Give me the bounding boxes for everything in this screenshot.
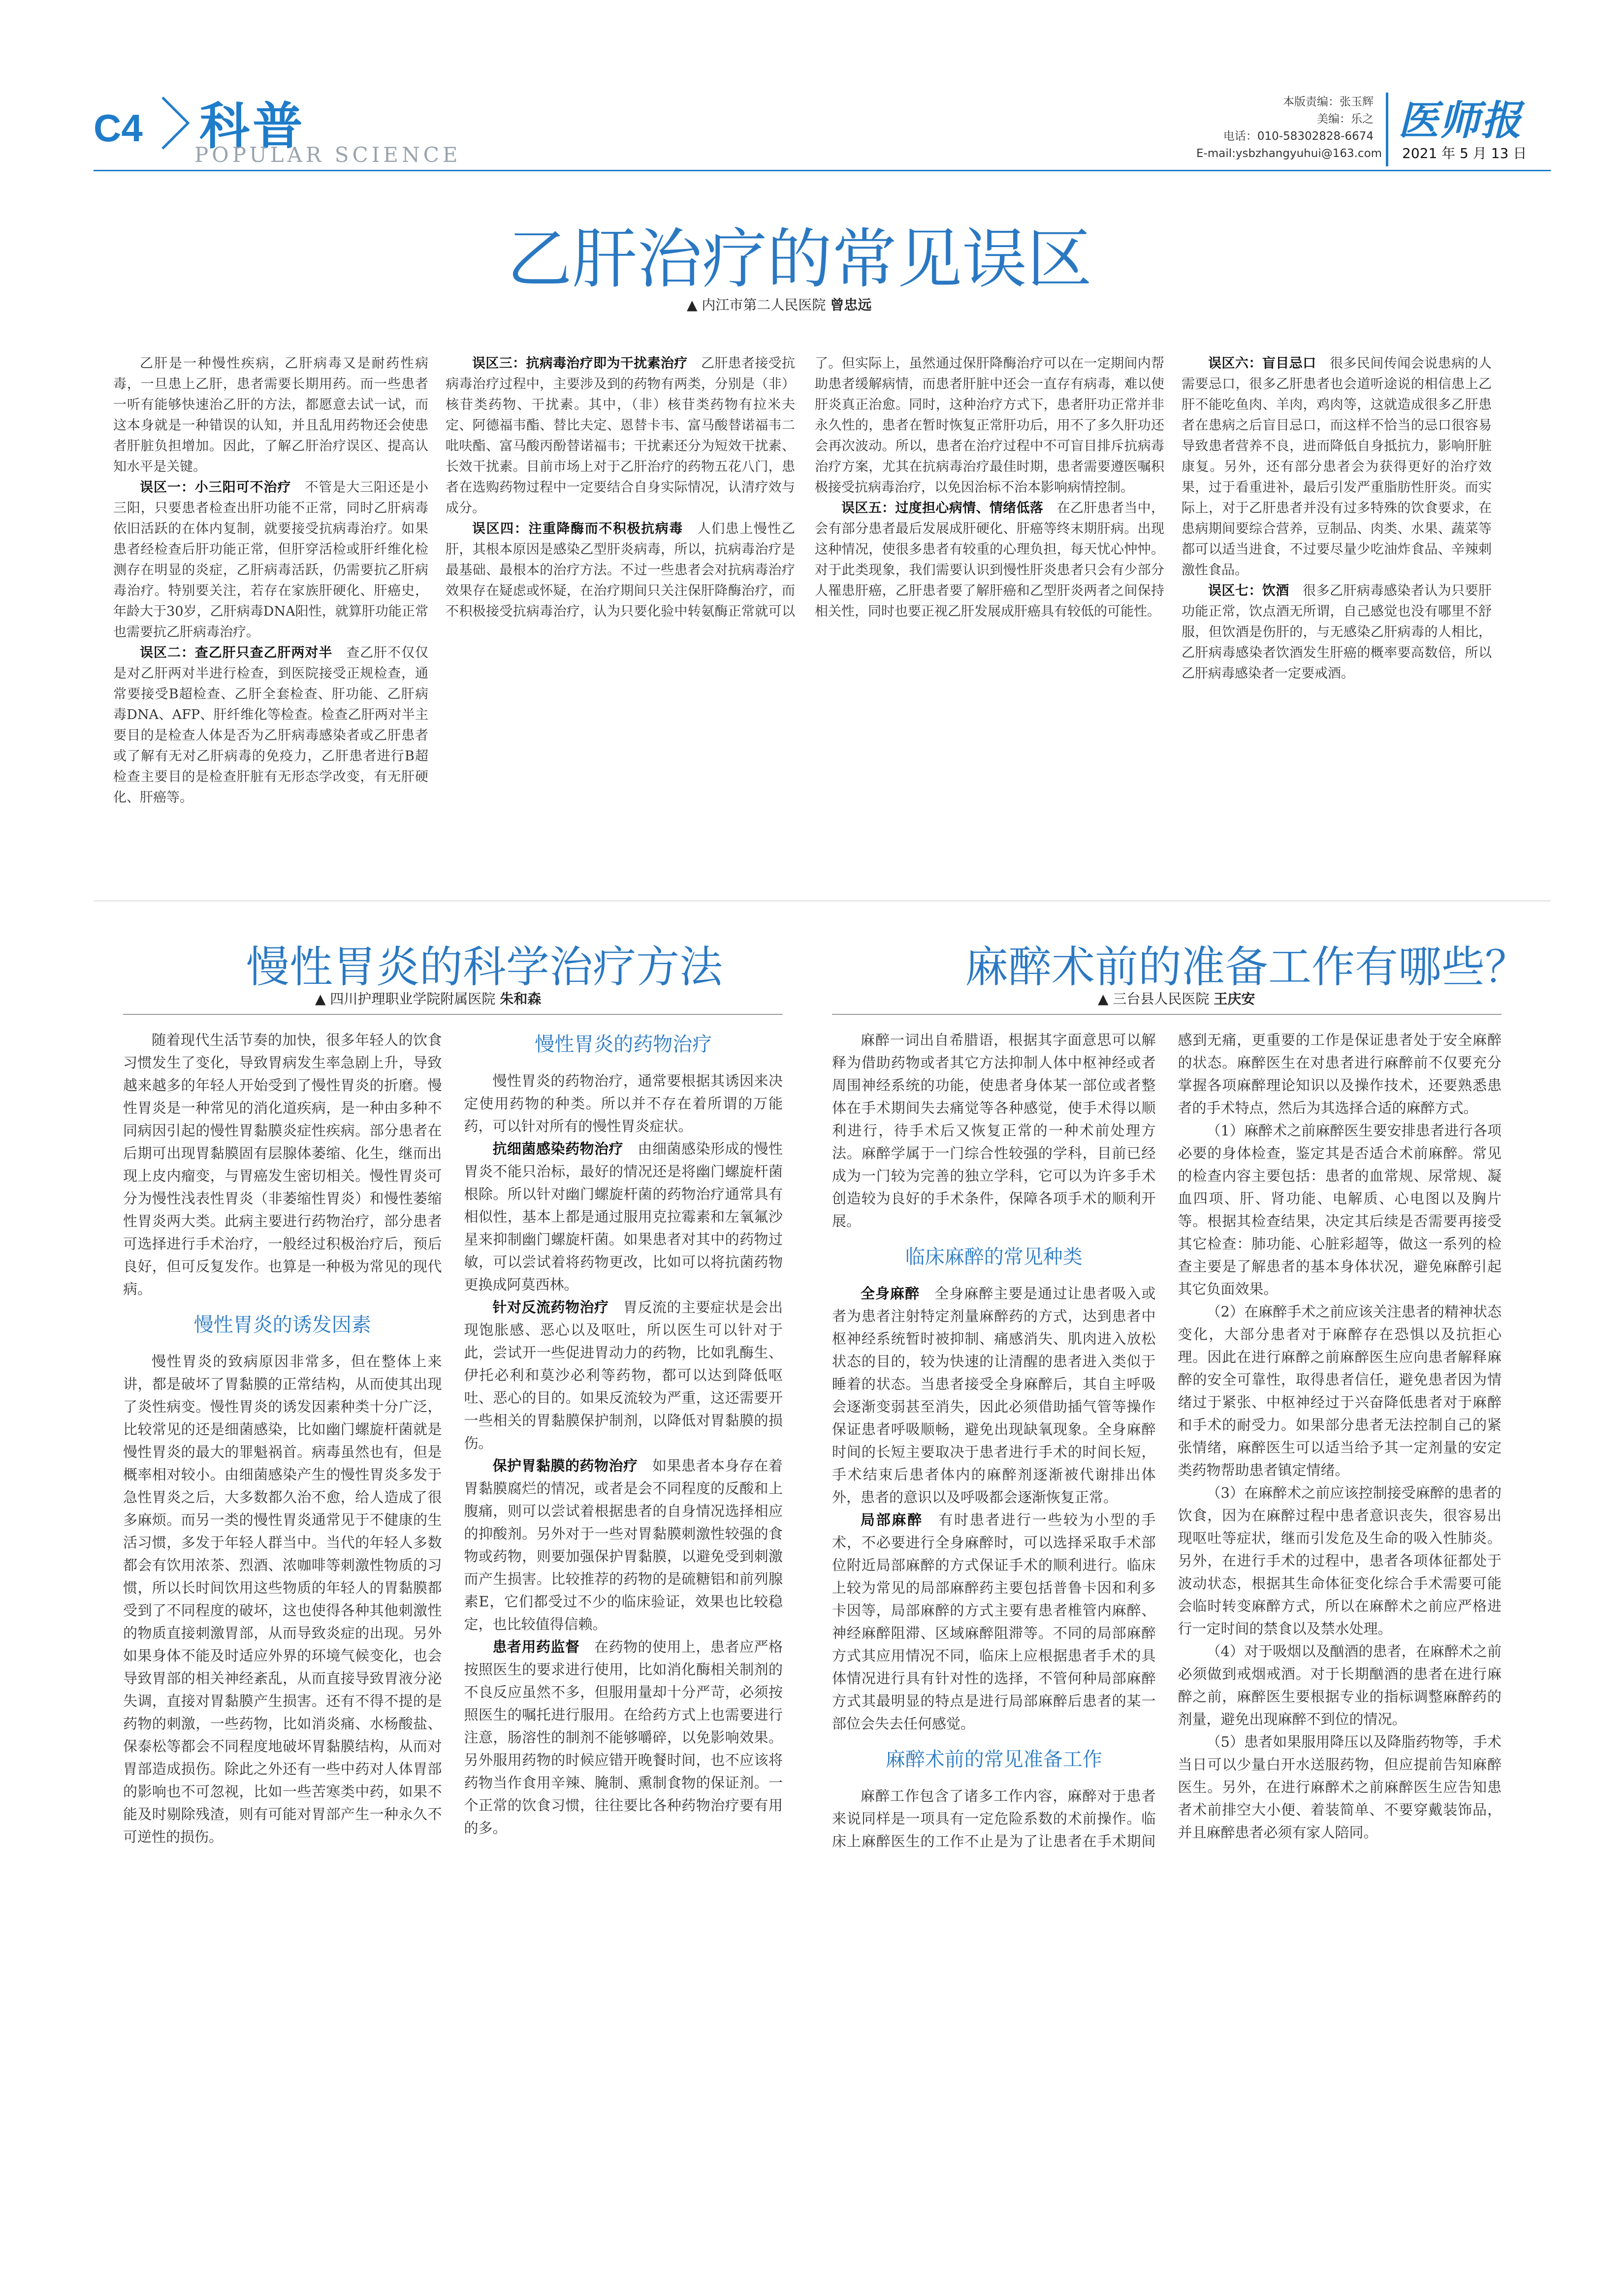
- article2-subhead-drugs: 慢性胃炎的药物治疗: [535, 1033, 712, 1056]
- credit-designer: 美编：乐之: [1317, 113, 1374, 126]
- prep-step-3: （3）在麻醉术之前应该控制接受麻醉的患者的饮食，因为在麻醉过程中患者意识丧失，很容易出现呕吐等症状，继而引发危及生命的吸入性肺炎。另外，在进行手术的过程中，患者各项体征都处于波动状态，根据其生命体征变化综合手术需要可能会临时转变麻醉方式，所以在麻醉术之前应严格进行一定时间的禁食以及禁水处理。: [1178, 1484, 1502, 1637]
- editor-credits: [1196, 94, 1382, 162]
- myth7-heading: 误区七：饮酒: [1208, 583, 1289, 598]
- publication-date: 2021 年 5 月 13 日: [1402, 145, 1527, 161]
- article2-author-name: 朱和森: [500, 991, 542, 1007]
- myth5-heading: 误区五：过度担心病情、情绪低落: [841, 501, 1044, 516]
- article3-rule: [832, 1014, 1502, 1015]
- article1-byline: [687, 294, 871, 314]
- article3-prep-intro: 麻醉工作包含了诸多工作内容，麻醉对于患者来说同样是一项具有一定危险系数的术前操作。临床上麻醉医生的工作不止是为了让患者在手术期间感到无痛，更重要的工作是保证患者处于安全麻醉的状态。麻醉医生在对患者进行麻醉前不仅要充分掌握各项麻醉理论知识以及操作技术，还要熟悉患者的手术特点，然后为其选择合适的麻醉方式。: [832, 1032, 1502, 1850]
- myth4-heading: 误区四：注重降酶而不积极抗病毒: [472, 521, 683, 536]
- myth1-heading: 误区一：小三阳可不治疗: [140, 480, 291, 495]
- header-divider: [1386, 93, 1388, 166]
- myth3-heading: 误区三：抗病毒治疗即为干扰素治疗: [472, 356, 688, 371]
- local-anesthesia-heading: 局部麻醉: [861, 1511, 923, 1528]
- myth5-body: 在乙肝患者当中，会有部分患者最后发展成肝硬化、肝癌等终末期肝病。出现这种情况，使很多患者有较重的心理负担，每天忧心忡忡。对于此类现象，我们需要认识到慢性肝炎患者只会有少部分人罹患肝癌，乙肝患者要了解肝癌和乙型肝炎两者之间保持相关性，同时也要正视乙肝发展成肝癌具有较低的可能性。: [815, 501, 1165, 619]
- article3-author-name: 王庆安: [1214, 991, 1255, 1007]
- general-anesthesia-heading: 全身麻醉: [861, 1285, 920, 1302]
- section-subtitle: POPULAR SCIENCE: [194, 143, 461, 167]
- myth4-body: 人们患上慢性乙肝，其根本原因是感染乙型肝炎病毒，所以，抗病毒治疗是最基础、最根本的治疗方法。不过一些患者会对抗病毒治疗效果存在疑虑或怀疑，在治疗期间只关注保肝降酶治疗，而不积极接受抗病毒治疗，认为只要化验中转氨酶正常就可以了。但实际上，虽然通过保肝降酶治疗可以在一定期间内帮助患者缓解病情，而患者肝脏中还会一直存有病毒，难以使肝炎真正治愈。同时，这种治疗方式下，患者肝功正常并非永久性的，患者在暂时恢复正常肝功后，用不了多久肝功还会再次波动。所以，患者在治疗过程中不可盲目排斥抗病毒治疗方案，尤其在抗病毒治疗最佳时期，患者需要遵医嘱积极接受抗病毒治疗，以免因治标不治本影响病情控制。: [446, 356, 1164, 619]
- credit-email: E-mail:ysbzhangyuhui@163.com: [1196, 147, 1382, 160]
- article3-intro: 麻醉一词出自希腊语，根据其字面意思可以解释为借助药物或者其它方法抑制人体中枢神经或者周围神经系统的功能，使患者身体某一部位或者整体在手术期间失去痛觉等各种感觉，使手术得以顺利进行，待手术后又恢复正常的一种术前处理方法。麻醉学属于一门综合性较强的学科，目前已经成为一门较为完善的独立学科，它可以为许多手术创造较为良好的手术条件，保障各项手术的顺利开展。: [832, 1032, 1156, 1229]
- prep-step-4: （4）对于吸烟以及酗酒的患者，在麻醉术之前必须做到戒烟戒酒。对于长期酗酒的患者在进行麻醉之前，麻醉医生要根据专业的指标调整麻醉药的剂量，避免出现麻醉不到位的情况。: [1178, 1643, 1502, 1728]
- myth3-body: 乙肝患者接受抗病毒治疗过程中，主要涉及到的药物有两类，分别是（非）核苷类药物、干扰素。其中，（非）核苷类药物有拉米夫定、阿德福韦酯、替比夫定、恩替卡韦、富马酸替诺福韦二吡呋酯、富马酸丙酚替诺福韦；干扰素还分为短效干扰素、长效干扰素。目前市场上对于乙肝治疗的药物五花八门，患者在选购药物过程中一定要结合自身实际情况，认清疗效与成分。: [446, 356, 796, 516]
- article3-byline: [1098, 988, 1255, 1008]
- myth1-body: 不管是大三阳还是小三阳，只要患者检查出肝功能不正常，同时乙肝病毒依旧活跃的在体内复制，就要接受抗病毒治疗。如果患者经检查后肝功能正常，但肝穿活检或肝纤维化检测存在明显的炎症，乙肝病毒活跃，仍需要抗乙肝病毒治疗。特别要关注，若存在家族肝硬化、肝癌史，年龄大于30岁，乙肝病毒DNA阳性，就算肝功能正常也需要抗乙肝病毒治疗。: [113, 480, 429, 640]
- credit-phone: 电话：010-58302828-6674: [1223, 130, 1374, 143]
- section-title: 科普: [199, 97, 306, 156]
- credit-editor: 本版责编：张玉辉: [1283, 95, 1374, 108]
- article1-author-org: ▲ 内江市第二人民医院: [687, 297, 826, 313]
- drug1-heading: 抗细菌感染药物治疗: [492, 1140, 623, 1157]
- article2-title: 慢性胃炎的科学治疗方法: [246, 942, 723, 992]
- article3-subhead-types: 临床麻醉的常见种类: [905, 1246, 1083, 1268]
- myth6-body: 很多民间传闻会说患病的人需要忌口，很多乙肝患者也会道听途说的相信患上乙肝不能吃鱼肉、羊肉，鸡肉等，这就造成很多乙肝患者在患病之后盲目忌口，而这样不恰当的忌口很容易导致患者营养不良，进而降低自身抵抗力，影响肝脏康复。另外，还有部分患者会为获得更好的治疗效果，过于看重进补，最后引发严重脂肪性肝炎。而实际上，对于乙肝患者并没有过多特殊的饮食要求，在患病期间要综合营养，豆制品、肉类、水果、蔬菜等都可以适当进食，不过要尽量少吃油炸食品、辛辣刺激性食品。: [1182, 356, 1492, 578]
- article1-intro: 乙肝是一种慢性疾病，乙肝病毒又是耐药性病毒，一旦患上乙肝，患者需要长期用药。而一些患者一听有能够快速治乙肝的方法，都愿意去试一试，而这本身就是一种错误的认知，并且乱用药物还会使患者肝脏负担增加。因此，了解乙肝治疗误区、提高认知水平是关键。: [113, 356, 428, 474]
- drug3-heading: 保护胃黏膜的药物治疗: [492, 1457, 638, 1474]
- article1-author-name: 曾忠远: [830, 297, 872, 313]
- newspaper-logo: 医师报: [1398, 97, 1522, 144]
- article3-subhead-prep: 麻醉术前的常见准备工作: [885, 1748, 1102, 1771]
- article2-rule: [123, 1014, 783, 1015]
- drug4-body: 在药物的使用上，患者应严格按照医生的要求进行使用，比如消化酶相关制剂的不良反应虽然不多，但服用量却十分严苛，必须按照医生的嘱托进行服用。在给药方式上也需要进行注意，肠溶性的制剂不能够嚼碎，以免影响效果。另外服用药物的时候应错开晚餐时间，也不应该将药物当作食用辛辣、腌制、熏制食物的保证剂。一个正常的饮食习惯，往往要比各种药物治疗要有用的多。: [464, 1638, 783, 1836]
- article1-title: 乙肝治疗的常见误区: [507, 221, 1092, 297]
- article2-drugs-intro: 慢性胃炎的药物治疗，通常要根据其诱因来决定使用药物的种类。所以并不存在着所谓的万能药，可以针对所有的慢性胃炎症状。: [464, 1072, 783, 1134]
- local-anesthesia-body: 有时患者进行一些较为小型的手术，不必要进行全身麻醉时，可以选择采取手术部位附近局部麻醉的方式保证手术的顺利进行。临床上较为常见的局部麻醉药主要包括普鲁卡因和利多卡因等，局部麻醉的方式主要有患者椎管内麻醉、神经麻醉阻滞、区域麻醉阻滞等。不同的局部麻醉方式其应用情况不同，临床上应根据患者手术的具体情况进行具有针对性的选择，不管何种局部麻醉方式其最明显的特点是进行局部麻醉后患者的某一部位会失去任何感觉。: [832, 1511, 1156, 1732]
- drug2-body: 胃反流的主要症状是会出现饱胀感、恶心以及呕吐，所以医生可以针对于此，尝试开一些促进胃动力的药物，比如乳酶生、伊托必利和莫沙必利等药物，都可以达到降低呕吐、恶心的目的。如果反流较为严重，这还需要开一些相关的胃黏膜保护制剂，以降低对胃黏膜的损伤。: [464, 1299, 783, 1451]
- chevron-right-icon: [159, 94, 193, 153]
- article2-subhead-causes: 慢性胃炎的诱发因素: [193, 1314, 371, 1336]
- article2-body: [123, 1029, 783, 2259]
- article1-column-1: [113, 353, 428, 808]
- drug1-body: 由细菌感染形成的慢性胃炎不能只治标，最好的情况还是将幽门螺旋杆菌根除。所以针对幽门螺旋杆菌的药物治疗通常具有相似性，基本上都是通过服用克拉霉素和左氧氟沙星来抑制幽门螺旋杆菌。如果患者对其中的药物过敏，可以尝试着将药物更改，比如可以将抗菌药物更换成阿莫西林。: [464, 1140, 783, 1293]
- prep-step-2: （2）在麻醉手术之前应该关注患者的精神状态变化，大部分患者对于麻醉存在恐惧以及抗拒心理。因此在进行麻醉之前麻醉医生应向患者解释麻醉的安全可靠性，取得患者信任，避免患者因为情绪过于紧张、中枢神经过于兴奋降低患者对于麻醉和手术的耐受力。如果部分患者无法控制自己的紧张情绪，麻醉医生可以适当给予其一定剂量的安定类药物帮助患者镇定情绪。: [1178, 1303, 1502, 1478]
- myth2-heading: 误区二：查乙肝只查乙肝两对半: [140, 645, 333, 660]
- general-anesthesia-body: 全身麻醉主要是通过让患者吸入或者为患者注射特定剂量麻醉药的方式，达到患者中枢神经系统暂时被抑制、痛感消失、肌肉进入放松状态的目的，较为快速的让清醒的患者进入类似于睡着的状态。当患者接受全身麻醉后，其自主呼吸会逐渐变弱甚至消失，因此必须借助插气管等操作保证患者呼吸顺畅，避免出现缺氧现象。全身麻醉时间的长短主要取决于患者进行手术的时间长短，手术结束后患者体内的麻醉剂逐渐被代谢排出体外，患者的意识以及呼吸都会逐渐恢复正常。: [832, 1285, 1156, 1506]
- article2-causes: 慢性胃炎的致病原因非常多，但在整体上来讲，都是破坏了胃黏膜的正常结构，从而使其出现了炎性病变。慢性胃炎的诱发因素种类十分广泛，比较常见的还是细菌感染，比如幽门螺旋杆菌就是慢性胃炎的最大的罪魁祸首。病毒虽然也有，但是概率相对较小。由细菌感染产生的慢性胃炎多发于急性胃炎之后，大多数都久治不愈，给人造成了很多麻烦。而另一类的慢性胃炎通常见于不健康的生活习惯，多发于年轻人群当中。当代的年轻人多数都会有饮用浓茶、烈酒、浓咖啡等刺激性物质的习惯，所以长时间饮用这些物质的年轻人的胃黏膜都受到了不同程度的破坏，这也使得各种其他刺激性的物质直接刺激胃部，从而导致炎症的出现。另外如果身体不能及时适应外界的环境气候变化，也会导致胃部的相关神经紊乱，从而直接导致胃液分泌失调，直接对胃黏膜产生损害。还有不得不提的是药物的刺激，一些药物，比如消炎痛、水杨酸盐、保泰松等都会不同程度地破坏胃黏膜结构，从而对胃部造成损伤。除此之外还有一些中药对人体胃部的影响也不可忽视，比如一些苦寒类中药，如果不能及时剔除残渣，则有可能对胃部产生一种永久不可逆性的损伤。: [123, 1353, 442, 1845]
- prep-step-1: （1）麻醉术之前麻醉医生要安排患者进行各项必要的身体检查，鉴定其是否适合术前麻醉。常见的检查内容主要包括：患者的血常规、尿常规、凝血四项、肝、肾功能、电解质、心电图以及胸片等。根据其检查结果，决定其后续是否需要再接受其它检查：肺功能、心脏彩超等，做这一系列的检查主要是了解患者的基本身体状况，避免麻醉引起其它负面效果。: [1178, 1122, 1502, 1297]
- article1-columns-2-3: [446, 353, 1164, 875]
- prep-step-5: （5）患者如果服用降压以及降脂药物等，手术当日可以少量白开水送服药物，但应提前告知麻醉医生。另外，在进行麻醉术之前麻醉医生应告知患者术前排空大小便、着装简单、不要穿戴装饰品，并且麻醉患者必须有家人陪同。: [1178, 1733, 1502, 1841]
- article2-intro: 随着现代生活节奏的加快，很多年轻人的饮食习惯发生了变化，导致胃病发生率急剧上升，导致越来越多的年轻人开始受到了慢性胃炎的折磨。慢性胃炎是一种常见的消化道疾病，是一种由多种不同病因引起的慢性胃黏膜炎症性疾病。部分患者在后期可出现胃黏膜固有层腺体萎缩、化生，继而出现上皮内瘤变，与胃癌发生密切相关。慢性胃炎可分为慢性浅表性胃炎（非萎缩性胃炎）和慢性萎缩性胃炎两大类。此病主要进行药物治疗，部分患者可选择进行手术治疗，一般经过积极治疗后，预后良好，但可反复发作。也算是一种极为常见的现代病。: [123, 1032, 442, 1297]
- article3-title: 麻醉术前的准备工作有哪些？: [965, 942, 1529, 992]
- drug2-heading: 针对反流药物治疗: [492, 1299, 609, 1316]
- article1-column-4: [1182, 353, 1492, 684]
- drug4-heading: 患者用药监督: [492, 1638, 580, 1655]
- myth7-body: 很多乙肝病毒感染者认为只要肝功能正常，饮点酒无所谓，自己感觉也没有哪里不舒服，但饮酒是伤肝的，与无感染乙肝病毒的人相比，乙肝病毒感染者饮酒发生肝癌的概率要高数倍，所以乙肝病毒感染者一定要戒酒。: [1182, 583, 1492, 681]
- page-number: C4: [94, 106, 143, 150]
- myth6-heading: 误区六：盲目忌口: [1208, 356, 1316, 371]
- article3-author-org: ▲ 三台县人民医院: [1098, 991, 1210, 1007]
- drug3-body: 如果患者本身存在着胃黏膜腐烂的情况，或者是会不同程度的反酸和上腹痛，则可以尝试着根据患者的自身情况选择相应的抑酸剂。另外对于一些对胃黏膜刺激性较强的食物或药物，则要加强保护胃黏膜，以避免受到刺激而产生损害。比较推荐的药物的是硫糖铝和前列腺素E，它们都受过不少的临床验证，效果也比较稳定，也比较值得信赖。: [464, 1457, 783, 1633]
- article2-author-org: ▲ 四川护理职业学院附属医院: [315, 991, 496, 1007]
- header-rule: [94, 170, 1551, 171]
- article2-byline: [315, 988, 541, 1008]
- myth2-body: 查乙肝不仅仅是对乙肝两对半进行检查，到医院接受正规检查，通常要接受B超检查、乙肝全套检查、肝功能、乙肝病毒DNA、AFP、肝纤维化等检查。检查乙肝两对半主要目的是检查人体是否为乙肝病毒感染者或乙肝患者或了解有无对乙肝病毒的免疫力，乙肝患者进行B超检查主要目的是检查肝脏有无形态学改变，有无肝硬化、肝癌等。: [113, 645, 429, 805]
- article3-body: [832, 1029, 1502, 2259]
